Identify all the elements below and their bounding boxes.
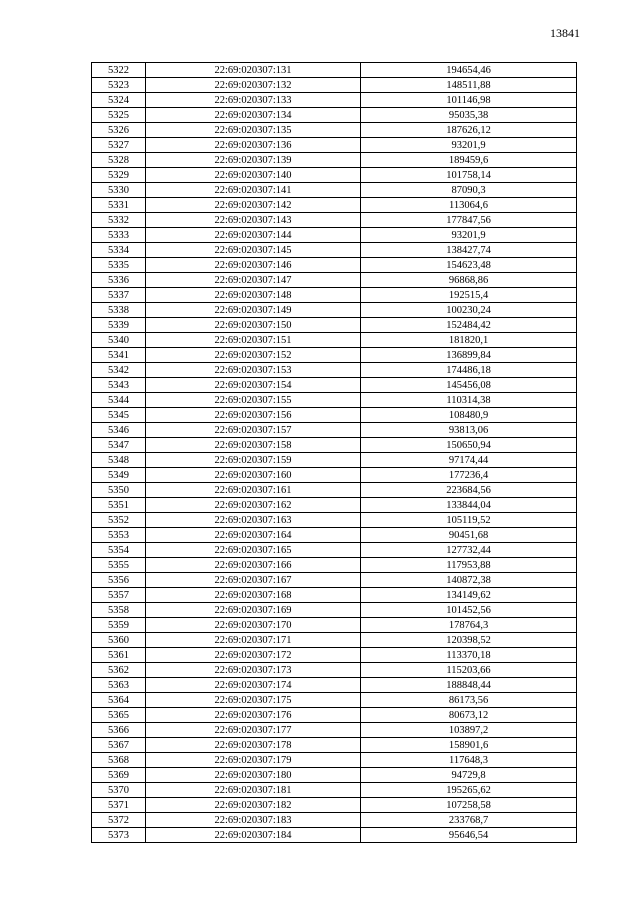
value-cell: 101146,98	[361, 93, 577, 108]
table-row	[92, 528, 577, 543]
cadastral-number-cell: 22:69:020307:162	[146, 498, 361, 513]
table-row	[92, 123, 577, 138]
value-cell: 101758,14	[361, 168, 577, 183]
cadastral-number-cell: 22:69:020307:150	[146, 318, 361, 333]
value-cell: 177236,4	[361, 468, 577, 483]
row-number-cell: 5338	[92, 303, 146, 318]
value-cell: 223684,56	[361, 483, 577, 498]
row-number-cell: 5349	[92, 468, 146, 483]
table-row	[92, 183, 577, 198]
table-row	[92, 198, 577, 213]
table-row	[92, 723, 577, 738]
cadastral-number-cell: 22:69:020307:177	[146, 723, 361, 738]
row-number-cell: 5354	[92, 543, 146, 558]
row-number-cell: 5359	[92, 618, 146, 633]
row-number-cell: 5352	[92, 513, 146, 528]
table-row	[92, 603, 577, 618]
table-row	[92, 333, 577, 348]
cadastral-number-cell: 22:69:020307:164	[146, 528, 361, 543]
value-cell: 108480,9	[361, 408, 577, 423]
value-cell: 115203,66	[361, 663, 577, 678]
table-row	[92, 393, 577, 408]
table-row	[92, 348, 577, 363]
row-number-cell: 5340	[92, 333, 146, 348]
value-cell: 192515,4	[361, 288, 577, 303]
row-number-cell: 5350	[92, 483, 146, 498]
cadastral-number-cell: 22:69:020307:152	[146, 348, 361, 363]
table-row	[92, 618, 577, 633]
value-cell: 174486,18	[361, 363, 577, 378]
value-cell: 150650,94	[361, 438, 577, 453]
row-number-cell: 5342	[92, 363, 146, 378]
cadastral-number-cell: 22:69:020307:149	[146, 303, 361, 318]
cadastral-number-cell: 22:69:020307:146	[146, 258, 361, 273]
table-row	[92, 513, 577, 528]
table-row	[92, 828, 577, 843]
value-cell: 233768,7	[361, 813, 577, 828]
cadastral-number-cell: 22:69:020307:158	[146, 438, 361, 453]
value-cell: 100230,24	[361, 303, 577, 318]
value-cell: 95035,38	[361, 108, 577, 123]
row-number-cell: 5365	[92, 708, 146, 723]
table-row	[92, 363, 577, 378]
table-row	[92, 438, 577, 453]
row-number-cell: 5351	[92, 498, 146, 513]
value-cell: 90451,68	[361, 528, 577, 543]
row-number-cell: 5345	[92, 408, 146, 423]
table-row	[92, 453, 577, 468]
value-cell: 136899,84	[361, 348, 577, 363]
table-row	[92, 468, 577, 483]
cadastral-number-cell: 22:69:020307:136	[146, 138, 361, 153]
table-row	[92, 288, 577, 303]
cadastral-number-cell: 22:69:020307:163	[146, 513, 361, 528]
value-cell: 127732,44	[361, 543, 577, 558]
row-number-cell: 5362	[92, 663, 146, 678]
value-cell: 195265,62	[361, 783, 577, 798]
row-number-cell: 5361	[92, 648, 146, 663]
row-number-cell: 5330	[92, 183, 146, 198]
cadastral-number-cell: 22:69:020307:143	[146, 213, 361, 228]
row-number-cell: 5356	[92, 573, 146, 588]
table-row	[92, 768, 577, 783]
cadastral-number-cell: 22:69:020307:141	[146, 183, 361, 198]
cadastral-number-cell: 22:69:020307:171	[146, 633, 361, 648]
table-row	[92, 378, 577, 393]
value-cell: 187626,12	[361, 123, 577, 138]
value-cell: 194654,46	[361, 63, 577, 78]
cadastral-number-cell: 22:69:020307:166	[146, 558, 361, 573]
table-row	[92, 138, 577, 153]
value-cell: 105119,52	[361, 513, 577, 528]
cadastral-number-cell: 22:69:020307:178	[146, 738, 361, 753]
table-row	[92, 813, 577, 828]
row-number-cell: 5343	[92, 378, 146, 393]
table-row	[92, 408, 577, 423]
row-number-cell: 5363	[92, 678, 146, 693]
table-row	[92, 663, 577, 678]
row-number-cell: 5347	[92, 438, 146, 453]
row-number-cell: 5324	[92, 93, 146, 108]
cadastral-number-cell: 22:69:020307:145	[146, 243, 361, 258]
table-row	[92, 558, 577, 573]
cadastral-number-cell: 22:69:020307:133	[146, 93, 361, 108]
table-row	[92, 573, 577, 588]
value-cell: 154623,48	[361, 258, 577, 273]
cadastral-number-cell: 22:69:020307:132	[146, 78, 361, 93]
table-row	[92, 738, 577, 753]
row-number-cell: 5344	[92, 393, 146, 408]
value-cell: 133844,04	[361, 498, 577, 513]
row-number-cell: 5336	[92, 273, 146, 288]
cadastral-number-cell: 22:69:020307:135	[146, 123, 361, 138]
value-cell: 110314,38	[361, 393, 577, 408]
table-row	[92, 213, 577, 228]
row-number-cell: 5334	[92, 243, 146, 258]
row-number-cell: 5335	[92, 258, 146, 273]
row-number-cell: 5372	[92, 813, 146, 828]
value-cell: 93813,06	[361, 423, 577, 438]
table-row	[92, 423, 577, 438]
table-row	[92, 153, 577, 168]
cadastral-number-cell: 22:69:020307:184	[146, 828, 361, 843]
row-number-cell: 5369	[92, 768, 146, 783]
row-number-cell: 5371	[92, 798, 146, 813]
cadastral-number-cell: 22:69:020307:170	[146, 618, 361, 633]
table-row	[92, 63, 577, 78]
value-cell: 177847,56	[361, 213, 577, 228]
row-number-cell: 5355	[92, 558, 146, 573]
value-cell: 178764,3	[361, 618, 577, 633]
table-row	[92, 798, 577, 813]
value-cell: 94729,8	[361, 768, 577, 783]
row-number-cell: 5366	[92, 723, 146, 738]
cadastral-number-cell: 22:69:020307:175	[146, 693, 361, 708]
table-row	[92, 708, 577, 723]
cadastral-number-cell: 22:69:020307:181	[146, 783, 361, 798]
cadastral-number-cell: 22:69:020307:180	[146, 768, 361, 783]
value-cell: 117953,88	[361, 558, 577, 573]
cadastral-number-cell: 22:69:020307:172	[146, 648, 361, 663]
table-row	[92, 228, 577, 243]
row-number-cell: 5322	[92, 63, 146, 78]
row-number-cell: 5353	[92, 528, 146, 543]
cadastral-number-cell: 22:69:020307:179	[146, 753, 361, 768]
cadastral-number-cell: 22:69:020307:140	[146, 168, 361, 183]
value-cell: 158901,6	[361, 738, 577, 753]
value-cell: 103897,2	[361, 723, 577, 738]
table-row	[92, 783, 577, 798]
cadastral-number-cell: 22:69:020307:144	[146, 228, 361, 243]
table-row	[92, 93, 577, 108]
row-number-cell: 5367	[92, 738, 146, 753]
cadastral-table	[91, 62, 577, 843]
cadastral-number-cell: 22:69:020307:182	[146, 798, 361, 813]
row-number-cell: 5346	[92, 423, 146, 438]
cadastral-number-cell: 22:69:020307:160	[146, 468, 361, 483]
value-cell: 95646,54	[361, 828, 577, 843]
cadastral-number-cell: 22:69:020307:183	[146, 813, 361, 828]
row-number-cell: 5348	[92, 453, 146, 468]
value-cell: 117648,3	[361, 753, 577, 768]
value-cell: 93201,9	[361, 138, 577, 153]
cadastral-number-cell: 22:69:020307:174	[146, 678, 361, 693]
row-number-cell: 5325	[92, 108, 146, 123]
cadastral-number-cell: 22:69:020307:139	[146, 153, 361, 168]
cadastral-number-cell: 22:69:020307:148	[146, 288, 361, 303]
value-cell: 188848,44	[361, 678, 577, 693]
row-number-cell: 5364	[92, 693, 146, 708]
value-cell: 113370,18	[361, 648, 577, 663]
value-cell: 148511,88	[361, 78, 577, 93]
table-row	[92, 108, 577, 123]
table-body	[92, 63, 577, 843]
page-number: 13841	[550, 26, 580, 40]
value-cell: 152484,42	[361, 318, 577, 333]
value-cell: 101452,56	[361, 603, 577, 618]
cadastral-number-cell: 22:69:020307:161	[146, 483, 361, 498]
row-number-cell: 5333	[92, 228, 146, 243]
value-cell: 87090,3	[361, 183, 577, 198]
value-cell: 189459,6	[361, 153, 577, 168]
table-row	[92, 498, 577, 513]
row-number-cell: 5339	[92, 318, 146, 333]
row-number-cell: 5337	[92, 288, 146, 303]
cadastral-number-cell: 22:69:020307:151	[146, 333, 361, 348]
row-number-cell: 5332	[92, 213, 146, 228]
cadastral-number-cell: 22:69:020307:168	[146, 588, 361, 603]
cadastral-number-cell: 22:69:020307:165	[146, 543, 361, 558]
cadastral-number-cell: 22:69:020307:173	[146, 663, 361, 678]
table-row	[92, 648, 577, 663]
value-cell: 120398,52	[361, 633, 577, 648]
row-number-cell: 5373	[92, 828, 146, 843]
table-row	[92, 168, 577, 183]
value-cell: 96868,86	[361, 273, 577, 288]
cadastral-number-cell: 22:69:020307:169	[146, 603, 361, 618]
cadastral-number-cell: 22:69:020307:154	[146, 378, 361, 393]
row-number-cell: 5358	[92, 603, 146, 618]
row-number-cell: 5341	[92, 348, 146, 363]
row-number-cell: 5368	[92, 753, 146, 768]
table-row	[92, 318, 577, 333]
table-row	[92, 543, 577, 558]
row-number-cell: 5360	[92, 633, 146, 648]
row-number-cell: 5323	[92, 78, 146, 93]
table-row	[92, 483, 577, 498]
value-cell: 138427,74	[361, 243, 577, 258]
row-number-cell: 5327	[92, 138, 146, 153]
value-cell: 140872,38	[361, 573, 577, 588]
table-row	[92, 258, 577, 273]
row-number-cell: 5357	[92, 588, 146, 603]
cadastral-number-cell: 22:69:020307:167	[146, 573, 361, 588]
table-row	[92, 273, 577, 288]
row-number-cell: 5331	[92, 198, 146, 213]
value-cell: 93201,9	[361, 228, 577, 243]
cadastral-number-cell: 22:69:020307:156	[146, 408, 361, 423]
value-cell: 86173,56	[361, 693, 577, 708]
cadastral-number-cell: 22:69:020307:159	[146, 453, 361, 468]
row-number-cell: 5328	[92, 153, 146, 168]
cadastral-number-cell: 22:69:020307:176	[146, 708, 361, 723]
cadastral-number-cell: 22:69:020307:134	[146, 108, 361, 123]
row-number-cell: 5329	[92, 168, 146, 183]
table-row	[92, 753, 577, 768]
table-row	[92, 303, 577, 318]
value-cell: 97174,44	[361, 453, 577, 468]
value-cell: 107258,58	[361, 798, 577, 813]
value-cell: 80673,12	[361, 708, 577, 723]
row-number-cell: 5370	[92, 783, 146, 798]
row-number-cell: 5326	[92, 123, 146, 138]
table-row	[92, 633, 577, 648]
table-row	[92, 78, 577, 93]
cadastral-number-cell: 22:69:020307:142	[146, 198, 361, 213]
value-cell: 113064,6	[361, 198, 577, 213]
table-row	[92, 243, 577, 258]
value-cell: 181820,1	[361, 333, 577, 348]
table-row	[92, 693, 577, 708]
value-cell: 145456,08	[361, 378, 577, 393]
value-cell: 134149,62	[361, 588, 577, 603]
table-row	[92, 678, 577, 693]
table-row	[92, 588, 577, 603]
cadastral-number-cell: 22:69:020307:147	[146, 273, 361, 288]
cadastral-number-cell: 22:69:020307:157	[146, 423, 361, 438]
cadastral-number-cell: 22:69:020307:131	[146, 63, 361, 78]
cadastral-number-cell: 22:69:020307:153	[146, 363, 361, 378]
cadastral-number-cell: 22:69:020307:155	[146, 393, 361, 408]
